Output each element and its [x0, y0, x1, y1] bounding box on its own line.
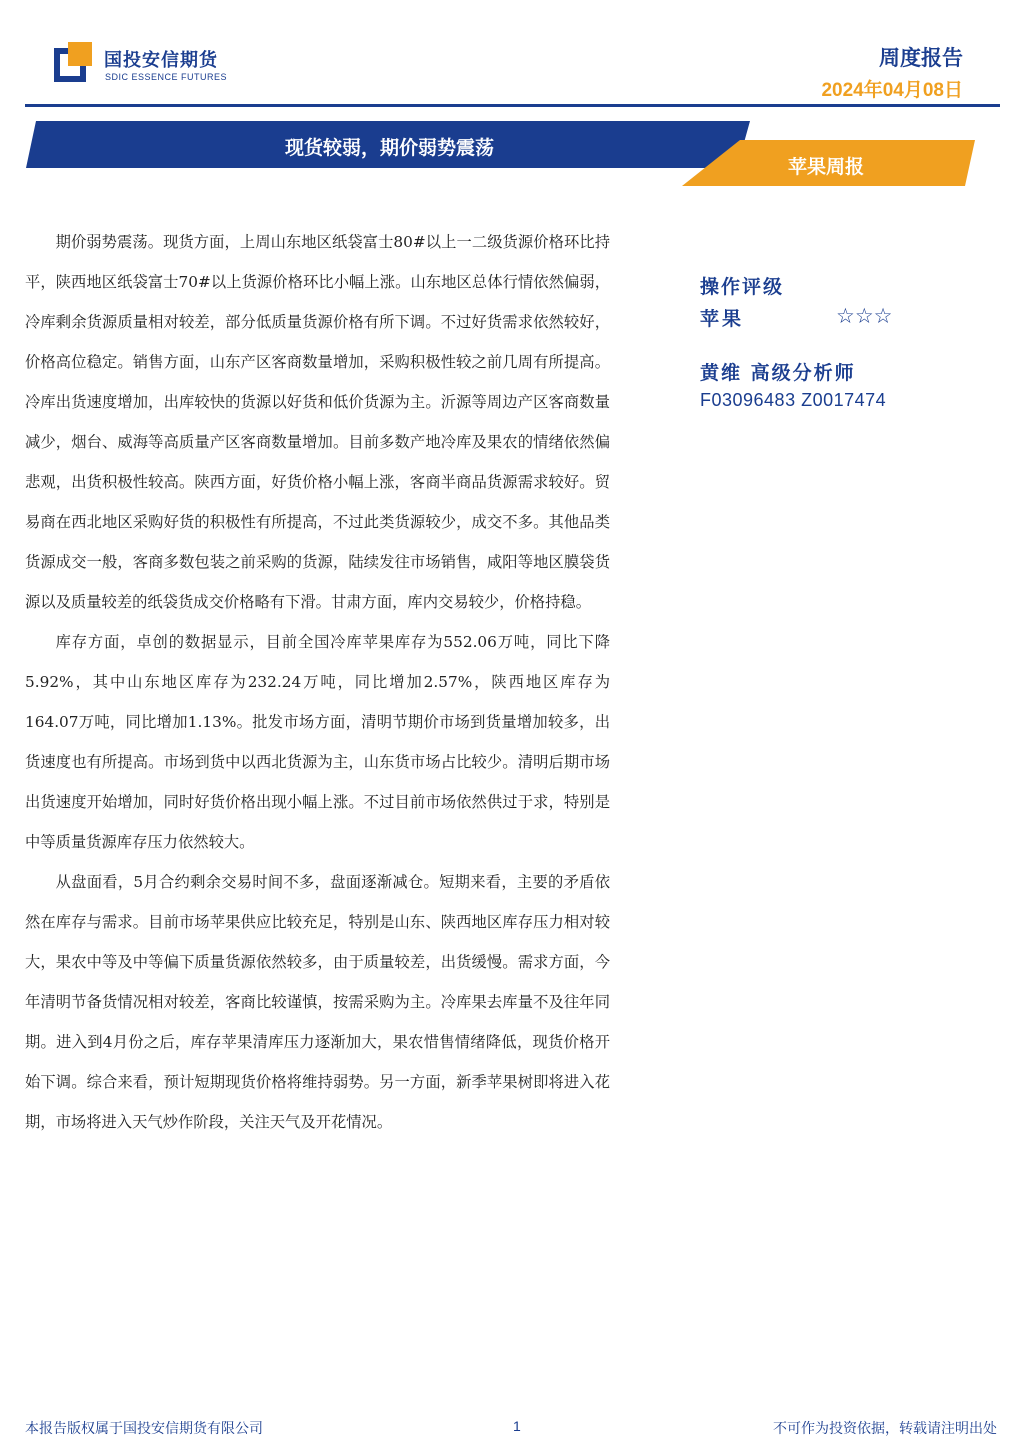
body-paragraph: 期价弱势震荡。现货方面，上周山东地区纸袋富士80#以上一二级货源价格环比持平，陕西地区纸袋富士70#以上货源价格环比小幅上涨。山东地区总体行情依然偏弱，冷库剩余货源质量相对较差，部分低质量货源价格有所下调。不过好货需求依然较好，价格高位稳定。销售方面，山东产区客商数量增加，采购积极性较之前几周有所提高。冷库出货速度增加，出库较快的货源以好货和低价货源为主。沂源等周边产区客商数量减少，烟台、威海等高质量产区客商数量增加。目前多数产地冷库及果农的情绪依然偏悲观，出货积极性较高。陕西方面，好货价格小幅上涨，客商半商品货源需求较好。贸易商在西北地区采购好货的积极性有所提高，不过此类货源较少，成交不多。其他品类货源成交一般，客商多数包装之前采购的货源，陆续发往市场销售，咸阳等地区膜袋货源以及质量较差的纸袋货成交价格略有下滑。甘肃方面，库内交易较少，价格持稳。 — [25, 233, 610, 611]
analyst-license-ids: F03096483 Z0017474 — [700, 390, 887, 410]
analyst-name: 黄维 高级分析师 — [700, 362, 856, 384]
report-date: 2024年04月08日 — [821, 80, 963, 101]
rating-row — [700, 304, 960, 344]
rating-sidebar — [700, 272, 960, 411]
footer-disclaimer: 不可作为投资依据，转载请注明出处 — [773, 1421, 997, 1437]
title-banner — [0, 118, 1025, 190]
logo-name-cn: 国投安信期货 — [104, 50, 218, 71]
body-paragraph: 从盘面看，5月合约剩余交易时间不多，盘面逐渐减仓。短期来看，主要的矛盾依然在库存与需求。目前市场苹果供应比较充足，特别是山东、陕西地区库存压力相对较大，果农中等及中等偏下质量货源依然较多，由于质量较差，出货缓慢。需求方面，今年清明节备货情况相对较差，客商比较谨慎，按需采购为主。冷库果去库量不及往年同期。进入到4月份之后，库存苹果清库压力逐渐加大，果农惜售情绪降低，现货价格开始下调。综合来看，预计短期现货价格将维持弱势。另一方面，新季苹果树即将进入花期，市场将进入天气炒作阶段，关注天气及开花情况。 — [25, 873, 610, 1131]
report-headline: 现货较弱，期价弱势震荡 — [285, 137, 495, 159]
logo-mark-icon — [54, 42, 92, 82]
page-number: 1 — [513, 1418, 521, 1434]
rating-heading: 操作评级 — [700, 276, 785, 298]
footer-copyright: 本报告版权属于国投安信期货有限公司 — [25, 1421, 263, 1437]
report-category-tag: 苹果周报 — [788, 156, 865, 178]
header-divider — [25, 104, 1000, 107]
rating-commodity: 苹果 — [700, 308, 745, 330]
report-type: 周度报告 — [879, 46, 963, 70]
report-body — [25, 222, 610, 1142]
company-logo — [54, 42, 254, 88]
body-paragraph: 库存方面，卓创的数据显示，目前全国冷库苹果库存为552.06万吨，同比下降5.92%，其中山东地区库存为232.24万吨，同比增加2.57%，陕西地区库存为164.07万吨，同比增加1.13%。批发市场方面，清明节期价市场到货量增加较多，出货速度也有所提高。市场到货中以西北货源为主，山东货市场占比较少。清明后期市场出货速度开始增加，同时好货价格出现小幅上涨。不过目前市场依然供过于求，特别是中等质量货源库存压力依然较大。 — [25, 633, 610, 851]
rating-stars-icon: ☆☆☆ — [836, 304, 893, 328]
logo-name-en: SDIC ESSENCE FUTURES — [105, 72, 228, 82]
